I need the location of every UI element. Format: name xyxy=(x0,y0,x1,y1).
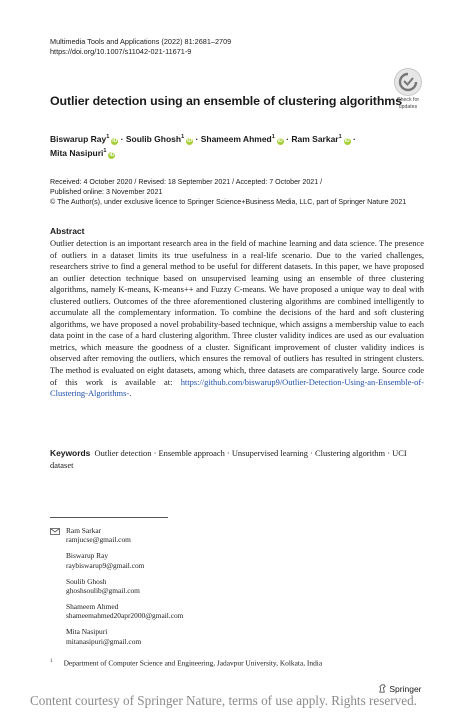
author-affiliation-mark: 1 xyxy=(181,134,185,140)
author-affiliation-mark: 1 xyxy=(106,134,110,140)
orcid-icon[interactable]: iD xyxy=(187,137,193,144)
author-separator: · xyxy=(193,133,201,144)
badge-line2: updates xyxy=(398,104,418,110)
contact-email[interactable]: mitanasipuri@gmail.com xyxy=(66,636,142,646)
contact-item xyxy=(66,602,183,621)
contact-name: Mita Nasipuri xyxy=(66,627,108,637)
keywords-text: Outlier detection · Ensemble approach · Unsupervised learning · Clustering algorithm · UCI dataset xyxy=(50,448,407,470)
keywords xyxy=(50,447,424,471)
affiliation-text: Department of Computer Science and Engineering, Jadavpur University, Kolkata, India xyxy=(63,658,323,668)
affiliation-mark: 1 xyxy=(50,659,53,664)
doi-link[interactable]: https://doi.org/10.1007/s11042-021-11671-9 xyxy=(50,47,192,56)
author-list xyxy=(50,131,420,160)
contact-item xyxy=(66,577,183,596)
contact-item xyxy=(66,627,183,646)
publisher-name: Springer xyxy=(389,684,422,694)
author[interactable] xyxy=(50,134,118,144)
author-name: Shameem Ahmed xyxy=(200,133,272,144)
contact-item xyxy=(66,526,183,545)
author-name: Ram Sarkar xyxy=(291,133,339,144)
author[interactable] xyxy=(126,134,193,144)
contact-name: Soulib Ghosh xyxy=(66,576,107,586)
contact-email[interactable]: ghoshsoulib@gmail.com xyxy=(66,586,140,596)
orcid-icon[interactable]: iD xyxy=(112,137,118,144)
contact-item xyxy=(66,551,183,570)
abstract-heading: Abstract xyxy=(50,226,85,236)
author[interactable] xyxy=(50,148,115,158)
journal-header xyxy=(50,37,231,57)
copyright-line: © The Author(s), under exclusive licence to Springer Science+Business Media, LLC, part of Springer Nature 2021 xyxy=(50,198,407,206)
dates-line1: Received: 4 October 2020 / Revised: 18 September 2021 / Accepted: 7 October 2021 / xyxy=(50,178,323,186)
badge-line1: Check for xyxy=(396,97,420,103)
contact-name: Biswarup Ray xyxy=(66,551,109,561)
envelope-icon xyxy=(50,528,60,535)
author-name: Biswarup Ray xyxy=(50,133,107,144)
keywords-label: Keywords xyxy=(50,448,91,458)
contact-name: Ram Sarkar xyxy=(66,526,102,535)
contact-email[interactable]: shameemahmed20apr2000@gmail.com xyxy=(66,611,184,621)
publication-dates xyxy=(50,177,430,207)
orcid-icon[interactable]: iD xyxy=(277,137,283,144)
author-separator: · xyxy=(350,133,356,144)
footnote-divider xyxy=(50,517,168,518)
author-separator: · xyxy=(283,133,292,144)
abstract-body xyxy=(50,238,424,400)
orcid-icon[interactable]: iD xyxy=(344,137,350,144)
contact-email[interactable]: ramjucse@gmail.com xyxy=(66,535,131,545)
author-affiliation-mark: 1 xyxy=(338,134,342,140)
author-name: Mita Nasipuri xyxy=(50,148,104,159)
dates-line2: Published online: 3 November 2021 xyxy=(50,188,163,196)
author-affiliation-mark: 1 xyxy=(103,148,107,155)
journal-citation: Multimedia Tools and Applications (2022) 81:2681–2709 xyxy=(50,37,232,46)
paper-title: Outlier detection using an ensemble of clustering algorithms xyxy=(50,94,403,108)
affiliation xyxy=(50,657,430,668)
contact-list xyxy=(66,526,183,653)
contact-name: Shameem Ahmed xyxy=(66,601,119,611)
footer-notice: Content courtesy of Springer Nature, terms of use apply. Rights reserved. xyxy=(30,693,417,708)
orcid-icon[interactable]: iD xyxy=(109,152,115,159)
author-name: Soulib Ghosh xyxy=(125,133,182,144)
author[interactable] xyxy=(291,134,350,144)
author-affiliation-mark: 1 xyxy=(271,134,275,140)
abstract-text: Outlier detection is an important research area in the field of machine learning and data science. The presence of outliers in a dataset limits its true usefulness in a real-life scenario. Due to the varied challenges, researchers strive to find a general method to be useful for different datasets. In this paper, we have proposed an outlier detection technique based on unsupervised learning using an ensemble of three clustering algorithms, namely K-means, K-means++ and Fuzzy C-means. We have proposed a unique way to deal with clustered outliers. Outcomes of the three aforementioned clustering algorithms are combined intelligently to accumulate all the complementary information. To combine the decisions of the hard and soft clustering algorithms, we have proposed a novel probability-based technique, which assigns a membership value to each data point in the case of a hard clustering algorithm. Three cluster validity indices are used as our evaluation metrics, which measure the goodness of a cluster. Significant improvement of cluster validity indices is observed after removing the outliers, which ensures the removal of outliers has resulted in stringent clusters. The method is evaluated on eight datasets, among which, three datasets are comparatively large. Source code of this work is available at: xyxy=(50,238,424,387)
springer-horse-icon xyxy=(378,684,387,693)
author[interactable] xyxy=(201,134,284,144)
author-separator: · xyxy=(118,133,126,144)
source-code-link[interactable]: https://github.com/biswarup9/Outlier-Detection-Using-an-Ensemble-of-Clustering-Algorithms- xyxy=(50,376,424,399)
check-for-updates-icon xyxy=(394,68,422,96)
contact-email[interactable]: raybiswarup9@gmail.com xyxy=(66,560,145,570)
abstract-end: . xyxy=(129,388,132,399)
